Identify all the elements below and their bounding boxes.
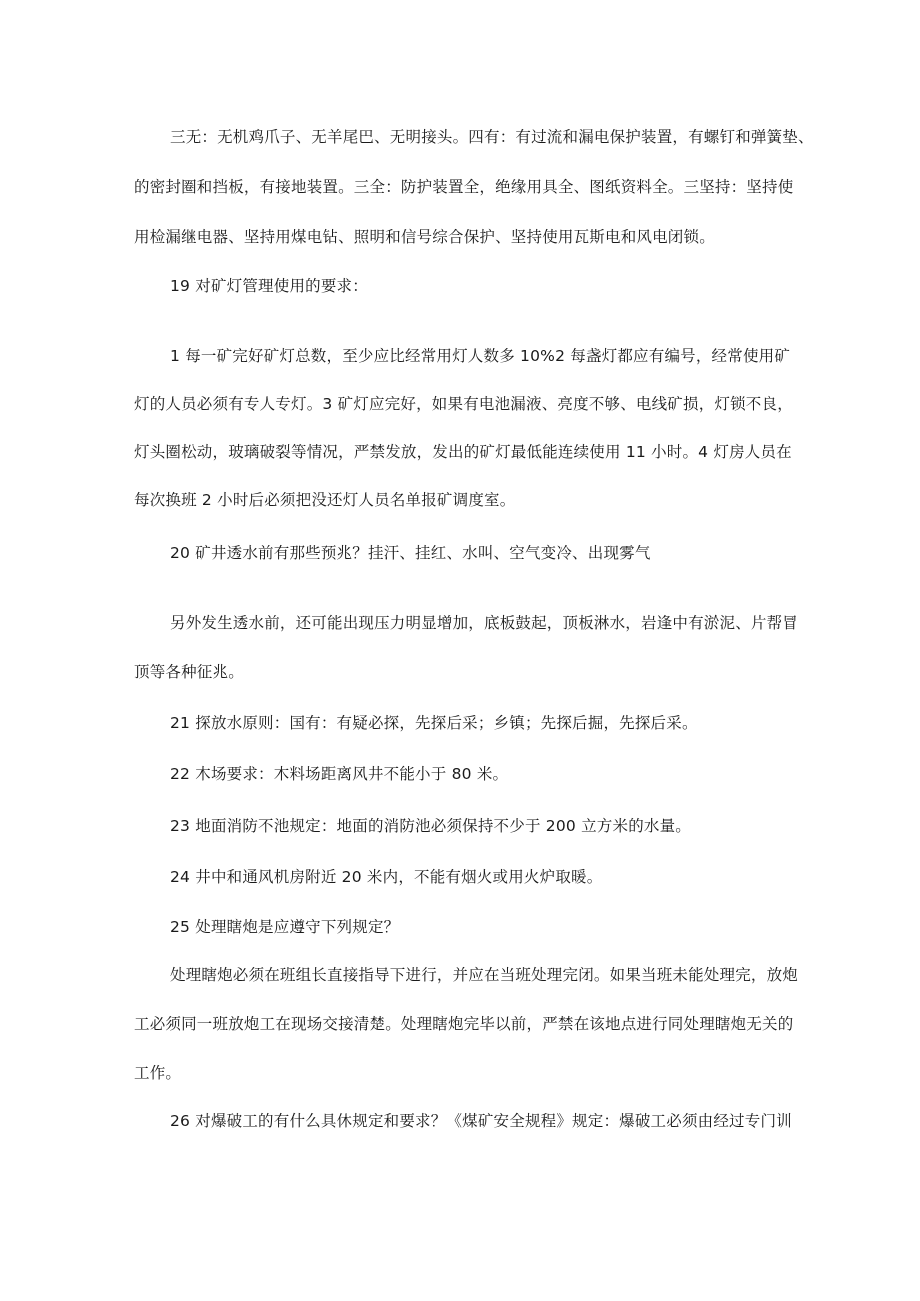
paragraph-question-19	[134, 276, 814, 297]
text-line: 处理瞎炮必须在班组长直接指导下进行，并应在当班处理完闭。如果当班未能处理完，放炮	[170, 966, 799, 984]
text-line: 工必须同一班放炮工在现场交接清楚。处理瞎炮完毕以前，严禁在该地点进行同处理瞎炮无关的	[134, 1015, 794, 1033]
text-line: 的密封圈和挡板，有接地装置。三全：防护装置全，绝缘用具全、图纸资料全。三坚持：坚持使	[134, 178, 794, 196]
paragraph-question-24	[134, 867, 814, 888]
text-line: 三无：无机鸡爪子、无羊尾巴、无明接头。四有：有过流和漏电保护装置，有螺钉和弹簧垫、	[170, 128, 814, 146]
paragraph-three-no-four-have	[134, 127, 814, 249]
text-line: 24 井中和通风机房附近 20 米内，不能有烟火或用火炉取暖。	[170, 868, 603, 886]
paragraph-question-23	[134, 816, 814, 837]
paragraph-question-22	[134, 764, 814, 785]
paragraph-answer-20	[134, 613, 814, 683]
text-line: 另外发生透水前，还可能出现压力明显增加，底板鼓起，顶板淋水，岩逢中有淤泥、片帮冒	[170, 614, 799, 632]
paragraph-answer-19	[134, 346, 814, 512]
text-line: 21 探放水原则：国有：有疑必探，先探后采；乡镇；先探后掘，先探后采。	[170, 714, 698, 732]
text-line: 1 每一矿完好矿灯总数，至少应比经常用灯人数多 10%2 每盏灯都应有编号，经常使用矿	[170, 347, 791, 365]
text-line: 灯的人员必须有专人专灯。3 矿灯应完好，如果有电池漏液、亮度不够、电线矿损，灯锁不良，	[134, 395, 793, 413]
text-line: 灯头圈松动，玻璃破裂等情况，严禁发放，发出的矿灯最低能连续使用 11 小时。4 灯房人员在	[134, 443, 792, 461]
paragraph-answer-25	[134, 965, 814, 1084]
text-line: 用检漏继电器、坚持用煤电钻、照明和信号综合保护、坚持使用瓦斯电和风电闭锁。	[134, 228, 715, 246]
text-line: 每次换班 2 小时后必须把没还灯人员名单报矿调度室。	[134, 491, 516, 509]
paragraph-question-21	[134, 713, 814, 734]
text-line: 23 地面消防不池规定：地面的消防池必须保持不少于 200 立方米的水量。	[170, 817, 691, 835]
text-line: 25 处理瞎炮是应遵守下列规定？	[170, 918, 400, 936]
text-line: 顶等各种征兆。	[134, 663, 244, 681]
paragraph-question-20	[134, 543, 814, 564]
paragraph-question-25	[134, 917, 814, 938]
text-line: 工作。	[134, 1064, 182, 1082]
paragraph-question-26	[134, 1111, 814, 1132]
text-line: 22 木场要求：木料场距离风井不能小于 80 米。	[170, 765, 509, 783]
text-line: 19 对矿灯管理使用的要求：	[170, 277, 368, 295]
text-line: 20 矿井透水前有那些预兆？挂汗、挂红、水叫、空气变冷、出现雾气	[170, 544, 651, 562]
text-line: 26 对爆破工的有什么具休规定和要求？《煤矿安全规程》规定：爆破工必须由经过专门训	[170, 1112, 792, 1130]
